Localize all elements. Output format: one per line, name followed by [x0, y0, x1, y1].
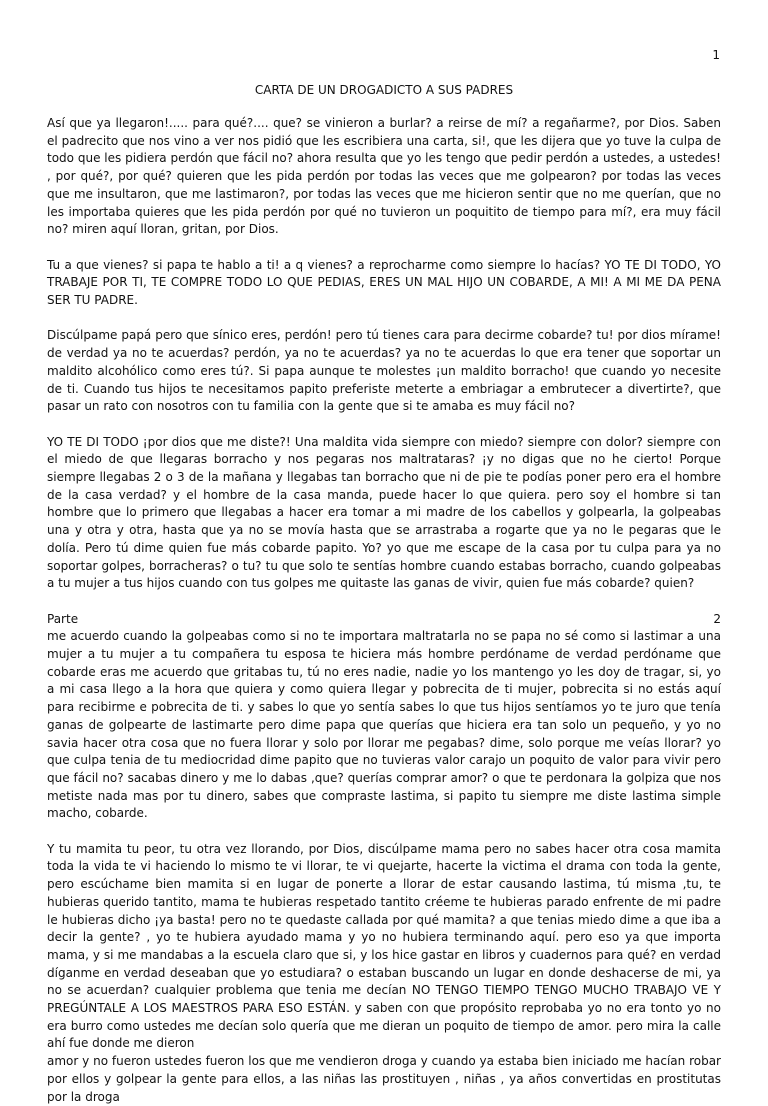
paragraph: Discúlpame papá pero que sínico eres, perdón! pero tú tienes cara para decirme cobarde? tu! por dios mírame! de verdad ya no te acuerdas? perdón, ya no te acuerdas? ya no te acuerdas lo que era tener que soportar un maldito alcohólico como eres tú?. Si papa aunque te molestes ¡un maldito borracho! que cuando yo necesite de ti. Cuando tus hijos te necesitamos papito preferiste meterte a embriagar a embrutecer a divertirte?, que pasar un rato con nosotros con tu familia con la gente que si te amaba es muy fácil no? [47, 328, 721, 414]
paragraph: Tu a que vienes? si papa te hablo a ti! a q vienes? a reprocharme como siempre lo hacías? YO TE DI TODO, YO TRABAJE POR TI, TE COMPRE TODO LO QUE PEDIAS, ERES UN MAL HIJO UN COBARDE, A MI! A MI ME DA PENA SER TU PADRE. [47, 257, 721, 308]
paragraph: Así que ya llegaron!..... para qué?.... que? se vinieron a burlar? a reirse de mí? a regañarme?, por Dios. Saben el padrecito que nos vino a ver nos pidió que les escribiera una carta, si!, que les dijera que yo tuve la culpa de todo que les pidiera perdón que fácil no? ahora resulta que yo les tengo que pedir perdón a ustedes, a ustedes! , por qué?, por qué? quieren que les pida perdón por todas las veces que me golpearon? por todas las veces que me insultaron, que me lastimaron?, por todas las veces que me hicieron sentir que no me querían, que no les importaba quieres que les pida perdón por qué no tuvieron un poquitito de tiempo para mí?, era muy fácil no? miren aquí lloran, gritan, por Dios. [47, 116, 721, 237]
document-title: CARTA DE UN DROGADICTO A SUS PADRES [254, 83, 514, 97]
paragraph: YO TE DI TODO ¡por dios que me diste?! Una maldita vida siempre con miedo? siempre con dolor? siempre con el miedo de que llegaras borracho y nos pegaras nos maltrataras? ¡y no digas que no he cierto! Porque siempre llegabas 2 o 3 de la mañana y llegabas tan borracho que ni de pie te podías poner pero era el hombre de la casa verdad? y el hombre de la casa manda, puede hacer lo que quiera. pero soy el hombre si tan hombre que lo primero que llegabas a hacer era tomar a mi madre de los cabellos y golpearla, la golpeabas una y otra y otra, hasta que ya no se movía hasta que se arrastraba a rogarte que ya no le pegaras que le dolía. Pero tú dime quien fue más cobarde papito. Yo? yo que me escape de la casa por tu culpa para ya no soportar golpes, borracheras? o tu? tu que solo te sentías hombre cuando estabas borracho, cuando golpeabas a tu mujer a tus hijos cuando con tus golpes me quitaste las ganas de vivir, quien fue más cobarde? quien? [47, 434, 721, 591]
part-number: 2 [713, 611, 721, 626]
paragraph: amor y no fueron ustedes fueron los que me vendieron droga y cuando ya estaba bien iniciado me hacían robar por ellos y golpear la gente para ellos, a las niñas las prostituyen , niñas , ya años convertidas en prostitutas por la droga [47, 1054, 721, 1104]
paragraph: Y tu mamita tu peor, tu otra vez llorando, por Dios, discúlpame mama pero no sabes hacer otra cosa mamita toda la vida te vi haciendo lo mismo te vi llorar, te vi quejarte, hacerte la victima el drama con toda la gente, pero escúchame bien mamita si en lugar de ponerte a llorar de estar causando lastima, tú misma ,tu, te hubieras querido tantito, mama te hubieras respetado tantito créeme te hubieras parado enfrente de mi padre le hubieras dicho ¡ya basta! pero no te quedaste callada por qué mamita? a que tenias miedo dime a que iba a decir la gente? , yo te hubiera ayudado mama y yo no hubiera terminando aquí. pero eso ya que importa mama, y si me mandabas a la escuela claro que si, y los hice gastar en libros y cuadernos para qué? en verdad díganme en verdad deseaban que yo estudiara? o estaban buscando un lugar en donde deshacerse de mi, ya no se acuerdan? cualquier problema que tenia me decían NO TENGO TIEMPO TENGO MUCHO TRABAJO VE Y PREGÚNTALE A LOS MAESTROS PARA ESO ESTÁN. y saben con que propósito reprobaba yo no era tonto yo no era burro como ustedes me decían solo quería que me dieran un poquito de tiempo de amor. pero mira la calle ahí fue donde me dieron [47, 841, 721, 1051]
part-heading [47, 611, 721, 629]
paragraph: me acuerdo cuando la golpeabas como si no te importara maltratarla no se papa no sé como si lastimar a una mujer a tu mujer a tu compañera tu esposa te hiciera más hombre perdóname de verdad perdóname que cobarde eras me acuerdo que gritabas tu, tú no eres nadie, nadie yo los mantengo yo les doy de tragar, si, yo a mi casa llego a la hora que quiera y como quiera llegar y pobrecita de ti mujer, pobrecita si no estás aquí para recibirme e pobrecita de ti. y sabes lo que yo sentía sabes lo que tus hijos sentíamos yo te juro que tenía ganas de golpearte de lastimarte pero dime papa que querías que hiciera era tan solo un pequeño, y yo no savia hacer otra cosa que no fuera llorar y solo por llorar me pegabas? dime, solo porque me veías llorar? yo que culpa tenia de tu mediocridad dime papito que no tuvieras valor carajo un poquito de valor para vivir pero que fácil no? sacabas dinero y me lo dabas ,que? querías comprar amor? o que te perdonara la golpiza que nos metiste nada mas por tu dinero, sabes que compraste lastima, si papito tu siempre me diste lastima simple macho, cobarde. [47, 629, 721, 821]
letter-body [47, 115, 721, 1106]
part-label: Parte [47, 611, 79, 626]
page-number: 1 [712, 48, 720, 62]
